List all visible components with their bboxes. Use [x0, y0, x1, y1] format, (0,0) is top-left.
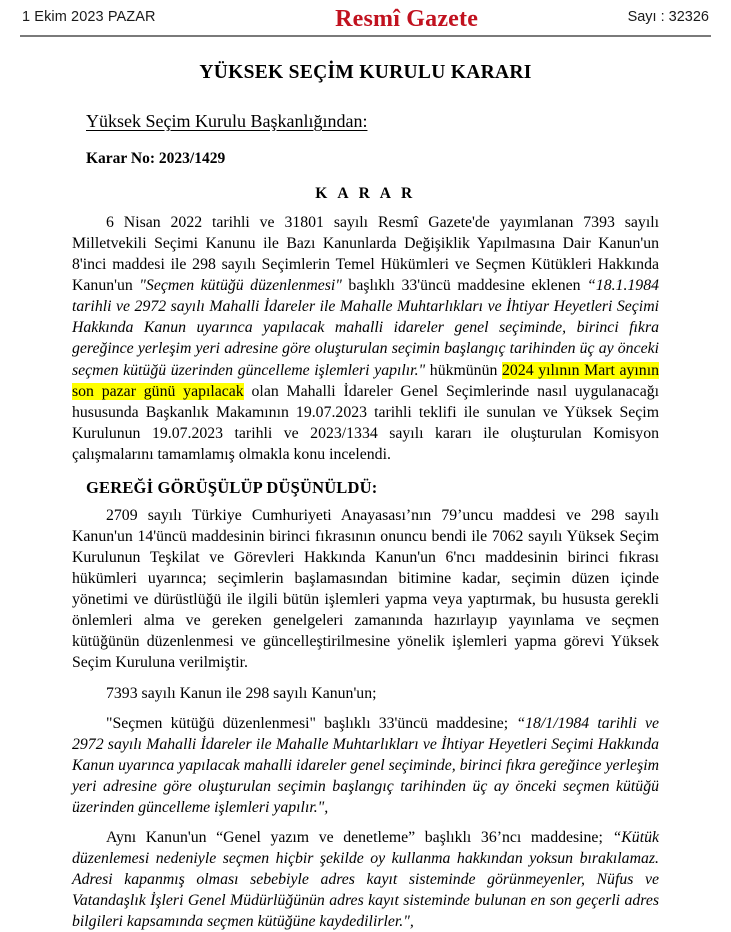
gazette-brand-title: Resmî Gazete — [335, 6, 479, 32]
masthead-divider — [20, 35, 711, 37]
p1-quoted-provision: “18.1.1984 tarihli ve 2972 sayılı Mahalli İdareler ile Mahalle Muhtarlıkları ve İhtiyar Heyetleri Seçimi Hakkında Kanun uyarınca yapılacak mahalli idareler genel seçiminde, birinci fıkra gereğince yerleşim yeri adresine göre oluşturulan seçimin başlangıç tarihinden üç ay önceki seçmen kütüğü üzerinden güncelleme işlemleri yapılır." — [72, 277, 659, 379]
highlighted-date-phrase: 2024 yılının Mart ayının son pazar günü yapılacak — [72, 361, 659, 400]
document-page — [0, 62, 731, 932]
p1-seg1: 6 Nisan 2022 tarihli ve 31801 sayılı Resmî Gazete'de yayımlanan 7393 sayılı Milletvekili Seçimi Kanunu ile Bazı Kanunlarda Değişiklik Yapılmasına Dair Kanun'un 8'inci maddesi ile 298 sayılı Seçimlerin Temel Hükümleri ve Seçmen Kütükleri Hakkında Kanun'un — [72, 214, 659, 295]
p1-seg7: olan Mahalli İdareler Genel Seçimlerinde nasıl uygulanacağı hususunda Başkanlık Makamının 19.07.2023 tarihli teklifi ile sunulan ve Yüksek Seçim Kurulunun 19.07.2023 tarihli ve 2023/1334 sayılı kararı ile oluşturulan Komisyon çalışmalarını tamamlamış olmakla konu incelendi. — [72, 382, 659, 463]
p1-seg3: başlıklı 33'üncü maddesine eklenen — [341, 277, 588, 295]
p5-seg1: Aynı Kanun'un “Genel yazım ve denetleme” başlıklı 36’ncı maddesine; — [106, 829, 613, 847]
paragraph-law-intro: 7393 sayılı Kanun ile 298 sayılı Kanun'un; — [106, 684, 377, 702]
paragraph-article-36 — [72, 827, 659, 932]
gazette-date: 1 Ekim 2023 PAZAR — [22, 9, 156, 25]
issuer-line-wrapper — [72, 84, 659, 132]
p5-quoted-provision: “Kütük düzenlemesi nedeniyle seçmen hiçbir şekilde oy kullanma hakkından yoksun bırakılamaz. Adresi kapanmış olması sebebiyle adres kayıt sisteminde görünmeyenler, Nüfus ve Vatandaşlık İşleri Genel Müdürlüğünün adres kayıt sisteminde bulunan en son geçerli adres bilgileri kapsamında seçmen kütüğüne kaydedilirler.", — [72, 829, 659, 931]
page-title: YÜKSEK SEÇİM KURULU KARARI — [199, 62, 532, 83]
p1-seg5: hükmünün — [425, 361, 503, 379]
karar-heading: K A R A R — [315, 185, 416, 202]
p4-quoted-provision: “18/1/1984 tarihli ve 2972 sayılı Mahalli İdareler ile Mahalle Muhtarlıkları ve İhtiyar Heyetleri Seçimi Hakkında Kanun uyarınca yapılacak mahalli idareler genel seçiminde, birinci fıkra gereğince yerleşim yeri adresine göre oluşturulan seçimin başlangıç tarihinden üç ay önceki seçmen kütüğü üzerinden güncelleme işlemleri yapılır.", — [72, 714, 659, 816]
paragraph-article-33 — [72, 713, 659, 818]
p4-seg1: "Seçmen kütüğü düzenlenmesi" başlıklı 33'üncü maddesine; — [106, 714, 517, 732]
decision-number: Karar No: 2023/1429 — [86, 150, 226, 167]
gazette-issue-number: Sayı : 32326 — [627, 9, 709, 25]
p1-quote-title: "Seçmen kütüğü düzenlenmesi" — [139, 277, 342, 295]
section-heading-geregi: GEREĞİ GÖRÜŞÜLÜP DÜŞÜNÜLDÜ: — [86, 477, 378, 497]
paragraph-preamble — [72, 212, 659, 465]
masthead — [0, 0, 731, 30]
paragraph-legal-basis: 2709 sayılı Türkiye Cumhuriyeti Anayasası’nın 79’uncu maddesi ve 298 sayılı Kanun'un 14'üncü maddesinin birinci fıkrasının onuncu bendi ile 7062 sayılı Yüksek Seçim Kurulunun Teşkilat ve Görevleri Hakkında Kanun'un 6'ncı maddesinin birinci fıkrası hükümleri uyarınca; seçimlerin başlamasından bitimine kadar, seçimin düzen içinde yönetimi ve dürüstlüğü ile ilgili bütün işlemleri yapma veya yaptırmak, bu hususta gerekli önlemleri alma ve gereken genelgeleri zamanında hazırlayıp yayınlama ve seçmen kütüğünün düzenlenmesi ve güncelleştirilmesine yönelik işlemleri yapma görevi Yüksek Seçim Kuruluna verilmiştir. — [72, 506, 659, 672]
issuer-line: Yüksek Seçim Kurulu Başkanlığından: — [86, 111, 368, 131]
